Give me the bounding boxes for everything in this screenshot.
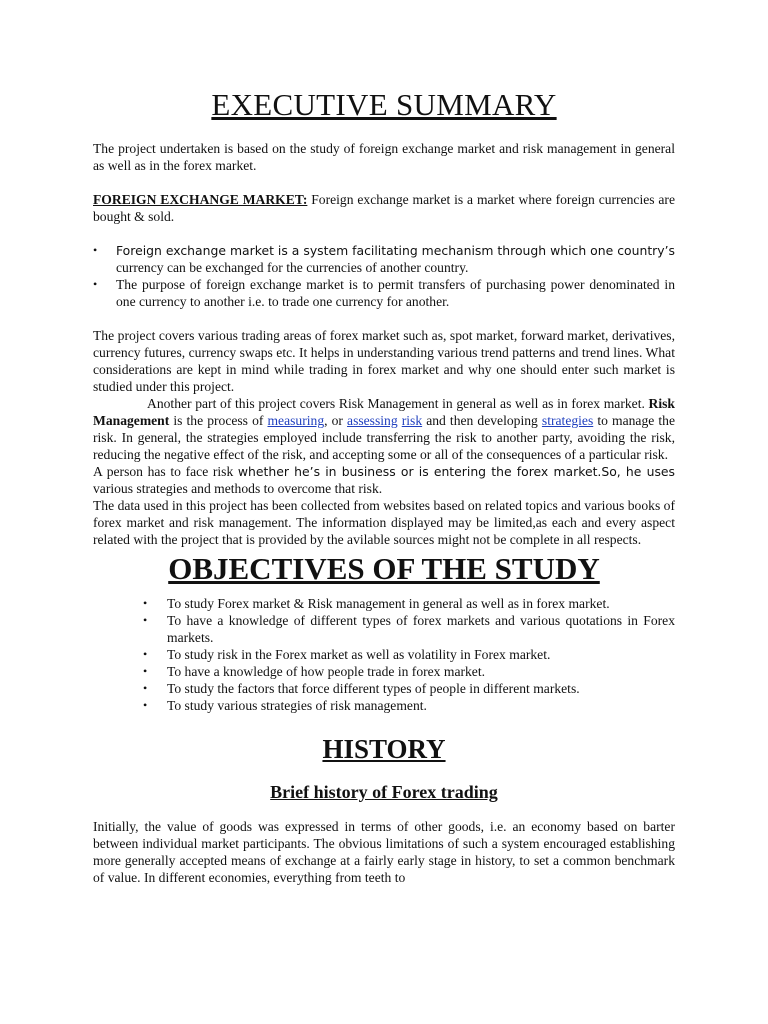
objective-text: To study various strategies of risk management. [167,698,427,713]
history-heading: HISTORY [322,734,446,764]
fem-label: FOREIGN EXCHANGE MARKET: [93,192,308,207]
objective-text: To study Forex market & Risk management in general as well as in forex market. [167,596,610,611]
list-item [143,595,675,612]
risk-link[interactable]: risk [401,413,423,428]
data-paragraph: The data used in this project has been collected from websites based on related topics and various books of forex market and risk management. The information displayed may be limited,as each and every aspect related with the project that is provided by the avilable sources might not be complete in all respects. [93,498,675,547]
list-item [93,242,675,276]
risk-text: to manage the risk. In general, the strategies employed include transferring the risk to another party, avoiding the risk, reducing the negative effect of the risk, and accepting some or all of the consequences of a particular risk. [93,413,675,462]
document-content [93,86,675,886]
bullet-icon: • [143,596,148,610]
bullet-icon: • [143,613,148,627]
bullet-icon: • [143,647,148,661]
objectives-list [143,595,675,714]
person-paragraph [93,463,675,497]
fem-paragraph [93,191,675,225]
covers-paragraph: The project covers various trading areas of forex market such as, spot market, forward market, derivatives, currency futures, currency swaps etc. It helps in understanding various trend patterns and trend lines. What considerations are kept in mind while trading in forex market and why one should enter such market is studied under this project. [93,328,675,394]
bullet-icon: • [143,681,148,695]
fem-text: Foreign exchange market is a market where foreign currencies are bought & sold. [93,192,675,224]
intro-paragraph: The project undertaken is based on the study of foreign exchange market and risk management in general as well as in the forex market. [93,141,675,173]
bullet-icon: • [93,243,98,257]
risk-text: Another part of this project covers Risk Management in general as well as in forex market. [147,396,649,411]
bullet-serif-text: currency can be exchanged for the currencies of another country. [116,260,469,275]
bullet-sans-text: Foreign exchange market is a system facilitating mechanism through which one country’s [116,243,675,258]
risk-bold: Risk Management [93,396,675,428]
measuring-link[interactable]: measuring [267,413,325,428]
objective-text: To have a knowledge of how people trade in forex market. [167,664,486,679]
executive-summary-heading: EXECUTIVE SUMMARY [211,87,557,122]
list-item [143,663,675,680]
strategies-link[interactable]: strategies [541,413,594,428]
history-paragraph: Initially, the value of goods was expressed in terms of other goods, i.e. an economy based on barter between individual market participants. The obvious limitations of such a system encouraged establishing more generally accepted means of exchange at a fairly early stage in history, to set a common benchmark of value. In different economies, everything from teeth to [93,819,675,885]
list-item [143,680,675,697]
fem-bullet-list [93,242,675,310]
person-serif-text: A person has to face risk [93,464,238,479]
bullet-icon: • [143,664,148,678]
risk-text: , or [324,413,348,428]
risk-paragraph [93,395,675,463]
list-item [143,646,675,663]
bullet-text: The purpose of foreign exchange market is to permit transfers of purchasing power denominated in one currency to another i.e. to trade one currency for another. [116,277,675,309]
list-item [143,612,675,646]
risk-text: and then developing [422,413,542,428]
objective-text: To study the factors that force different types of people in different markets. [167,681,580,696]
list-item [93,276,675,310]
bullet-icon: • [93,277,98,291]
person-rest-text: various strategies and methods to overcome that risk. [93,481,383,496]
objectives-heading: OBJECTIVES OF THE STUDY [168,551,600,586]
list-item [143,697,675,714]
objective-text: To have a knowledge of different types of forex markets and various quotations in Forex markets. [167,613,675,645]
history-subtitle: Brief history of Forex trading [270,782,498,802]
person-sans-text: whether he’s in business or is entering the forex market.So, he uses [237,464,675,479]
assessing-link[interactable]: assessing [347,413,398,428]
objective-text: To study risk in the Forex market as well as volatility in Forex market. [167,647,551,662]
risk-text: is the process of [169,413,268,428]
bullet-icon: • [143,698,148,712]
